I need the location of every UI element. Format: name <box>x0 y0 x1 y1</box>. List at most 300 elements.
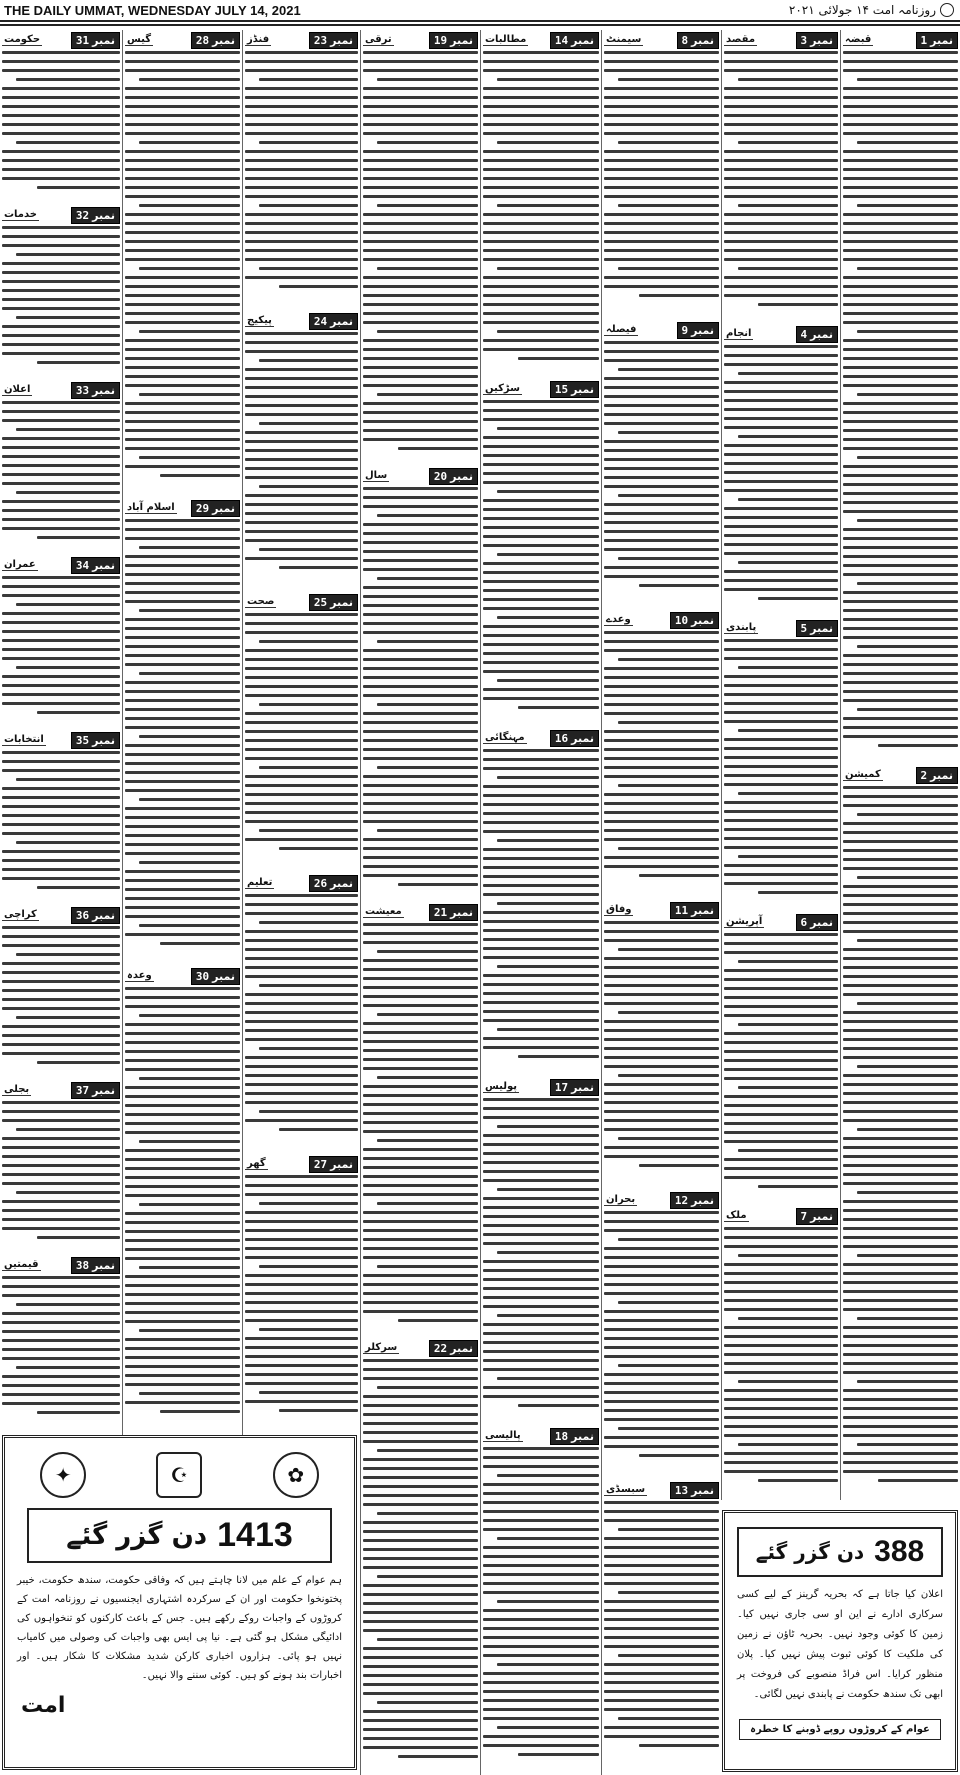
text-line <box>125 987 240 990</box>
text-line <box>16 1303 120 1306</box>
text-line <box>738 1317 838 1320</box>
text-line <box>724 222 838 225</box>
text-line <box>483 1386 599 1389</box>
item-body-text <box>245 613 358 850</box>
text-line <box>843 663 958 666</box>
news-column <box>242 30 360 1435</box>
text-line <box>843 510 958 513</box>
news-item <box>2 205 120 374</box>
text-line <box>363 523 478 526</box>
text-line <box>483 1215 599 1218</box>
text-line <box>245 1247 358 1250</box>
text-line <box>2 935 120 938</box>
text-line <box>604 350 719 353</box>
text-line <box>843 618 958 621</box>
text-line <box>724 168 838 171</box>
item-topic: بجلی <box>4 1084 30 1095</box>
text-line <box>245 613 358 616</box>
text-line <box>843 177 958 180</box>
text-line <box>2 1348 120 1351</box>
text-line <box>724 51 838 54</box>
text-line <box>604 249 719 252</box>
text-line <box>483 454 599 457</box>
text-line <box>125 123 240 126</box>
text-line <box>618 1137 719 1140</box>
text-line <box>483 195 599 198</box>
text-line <box>139 393 240 396</box>
item-topic: پولیس <box>485 1081 517 1092</box>
text-line <box>483 661 599 664</box>
text-line <box>843 420 958 423</box>
text-line <box>363 1256 478 1259</box>
text-line <box>245 404 358 407</box>
text-line <box>497 1377 599 1380</box>
news-item-header <box>604 612 719 628</box>
text-line <box>125 1383 240 1386</box>
text-line <box>125 1185 240 1188</box>
text-line <box>125 789 240 792</box>
text-line <box>125 1356 240 1359</box>
text-line <box>2 271 120 274</box>
item-body-text <box>724 639 838 894</box>
text-line <box>724 1104 838 1107</box>
text-line <box>363 249 478 252</box>
text-line <box>483 1447 599 1450</box>
text-line <box>604 404 719 407</box>
text-line <box>843 1389 958 1392</box>
text-line <box>843 1452 958 1455</box>
text-line <box>604 386 719 389</box>
item-body-text <box>2 1101 120 1239</box>
item-number-badge <box>71 907 120 924</box>
text-line <box>724 996 838 999</box>
text-line <box>604 1627 719 1630</box>
text-line <box>125 168 240 171</box>
item-number: 37 <box>75 1083 90 1097</box>
text-line <box>377 640 478 643</box>
text-line <box>483 803 599 806</box>
text-line <box>604 1373 719 1376</box>
text-line <box>245 1056 358 1059</box>
item-number-word: نمبر <box>92 733 115 747</box>
text-line <box>604 449 719 452</box>
item-number-word: نمبر <box>330 314 353 328</box>
text-line <box>843 240 958 243</box>
item-body-text <box>483 51 599 360</box>
text-line <box>843 894 958 897</box>
text-line <box>724 684 838 687</box>
text-line <box>125 294 240 297</box>
item-body-text <box>363 923 478 1322</box>
text-line <box>483 418 599 421</box>
item-topic: کمیشن <box>845 769 881 780</box>
text-line <box>483 339 599 342</box>
text-line <box>245 676 358 679</box>
text-line <box>618 1427 719 1430</box>
text-line <box>604 1409 719 1412</box>
text-line <box>639 294 720 297</box>
text-line <box>125 69 240 72</box>
item-number-badge <box>309 594 358 611</box>
news-item-header <box>2 382 120 398</box>
text-line <box>483 60 599 63</box>
text-line <box>604 685 719 688</box>
text-line <box>139 546 240 549</box>
text-line <box>2 262 120 265</box>
text-line <box>245 168 358 171</box>
text-line <box>604 676 719 679</box>
item-number-word: نمبر <box>930 33 953 47</box>
item-number-word: نمبر <box>691 323 714 337</box>
text-line <box>604 1229 719 1232</box>
text-line <box>497 616 599 619</box>
item-number: 14 <box>554 33 569 47</box>
text-line <box>738 372 838 375</box>
text-line <box>843 726 958 729</box>
text-line <box>843 966 958 969</box>
news-item <box>363 1338 478 1768</box>
text-line <box>857 519 958 522</box>
text-line <box>279 1409 358 1412</box>
news-item-header <box>724 914 838 930</box>
text-line <box>604 1101 719 1104</box>
text-line <box>363 168 478 171</box>
item-body-text <box>724 1227 838 1482</box>
text-line <box>724 177 838 180</box>
text-line <box>843 1362 958 1365</box>
text-line <box>259 141 358 144</box>
text-line <box>363 802 478 805</box>
item-number-word: نمبر <box>691 613 714 627</box>
text-line <box>245 159 358 162</box>
text-line <box>483 51 599 54</box>
text-line <box>738 666 838 669</box>
text-line <box>724 60 838 63</box>
news-item <box>843 765 958 1494</box>
item-topic: پالیسی <box>485 1430 521 1441</box>
text-line <box>724 1308 838 1311</box>
text-line <box>2 1330 120 1333</box>
text-line <box>639 1454 720 1457</box>
text-line <box>604 694 719 697</box>
text-line <box>245 1301 358 1304</box>
text-line <box>245 123 358 126</box>
text-line <box>160 1410 241 1413</box>
text-line <box>125 465 240 468</box>
pakistan-emblem-icon: ☪ <box>156 1452 202 1498</box>
text-line <box>724 873 838 876</box>
text-line <box>483 508 599 511</box>
text-line <box>843 69 958 72</box>
text-line <box>604 1636 719 1639</box>
text-line <box>604 1220 719 1223</box>
text-line <box>483 1672 599 1675</box>
text-line <box>843 303 958 306</box>
text-line <box>245 667 358 670</box>
news-item <box>245 311 358 586</box>
text-line <box>483 445 599 448</box>
text-line <box>139 1077 240 1080</box>
news-item <box>363 466 478 896</box>
text-line <box>724 1353 838 1356</box>
text-line <box>2 244 120 247</box>
text-line <box>604 1092 719 1095</box>
text-line <box>2 944 120 947</box>
text-line <box>245 1038 358 1041</box>
news-item-header <box>483 730 599 746</box>
text-line <box>363 712 478 715</box>
text-line <box>724 132 838 135</box>
text-line <box>363 1157 478 1160</box>
text-line <box>483 571 599 574</box>
ad2-day-count: 388 <box>874 1535 925 1568</box>
text-line <box>2 980 120 983</box>
text-line <box>843 465 958 468</box>
text-line <box>618 658 719 661</box>
item-number-word: نمبر <box>92 558 115 572</box>
item-number: 8 <box>681 33 689 47</box>
text-line <box>483 1143 599 1146</box>
text-line <box>618 1591 719 1594</box>
item-body-text <box>604 51 719 297</box>
text-line <box>604 631 719 634</box>
text-line <box>483 1296 599 1299</box>
text-line <box>604 820 719 823</box>
item-number-badge <box>796 914 838 931</box>
text-line <box>483 580 599 583</box>
text-line <box>245 1238 358 1241</box>
ad-388-days <box>722 1510 958 1772</box>
text-line <box>724 1167 838 1170</box>
text-line <box>843 1110 958 1113</box>
text-line <box>604 1645 719 1648</box>
news-item-header <box>724 620 838 636</box>
text-line <box>738 1149 838 1152</box>
text-line <box>2 1110 120 1113</box>
text-line <box>604 69 719 72</box>
text-line <box>604 829 719 832</box>
text-line <box>125 339 240 342</box>
text-line <box>2 509 120 512</box>
text-line <box>843 1047 958 1050</box>
text-line <box>843 1281 958 1284</box>
item-number-word: نمبر <box>92 33 115 47</box>
text-line <box>245 802 358 805</box>
item-number-word: نمبر <box>691 903 714 917</box>
item-topic: گھر <box>247 1158 266 1169</box>
text-line <box>724 525 838 528</box>
text-line <box>139 1140 240 1143</box>
item-number-word: نمبر <box>810 1209 833 1223</box>
text-line <box>363 559 478 562</box>
text-line <box>363 505 478 508</box>
text-line <box>363 658 478 661</box>
text-line <box>125 915 240 918</box>
text-line <box>259 485 358 488</box>
text-line <box>843 735 958 738</box>
text-line <box>497 1600 599 1603</box>
text-line <box>843 993 958 996</box>
text-line <box>518 1404 599 1407</box>
text-line <box>843 1038 958 1041</box>
text-line <box>604 1029 719 1032</box>
text-line <box>125 1167 240 1170</box>
text-line <box>604 150 719 153</box>
text-line <box>37 1411 120 1414</box>
text-line <box>125 1131 240 1134</box>
item-topic: سال <box>365 470 388 481</box>
text-line <box>245 1211 358 1214</box>
text-line <box>497 1028 599 1031</box>
text-line <box>245 1355 358 1358</box>
text-line <box>2 1101 120 1104</box>
masthead-urdu-text: روزنامہ امت ۱۴ جولائی ۲۰۲۱ <box>788 3 936 17</box>
text-line <box>377 204 478 207</box>
text-line <box>125 870 240 873</box>
text-line <box>2 823 120 826</box>
text-line <box>377 1386 478 1389</box>
news-item-header <box>483 1428 599 1444</box>
text-line <box>125 1095 240 1098</box>
text-line <box>843 375 958 378</box>
text-line <box>2 96 120 99</box>
text-line <box>724 1176 838 1179</box>
text-line <box>724 1014 838 1017</box>
text-line <box>843 1011 958 1014</box>
text-line <box>843 609 958 612</box>
text-line <box>604 1283 719 1286</box>
text-line <box>37 711 120 714</box>
text-line <box>843 1164 958 1167</box>
text-line <box>2 693 120 696</box>
text-line <box>857 1254 958 1257</box>
text-line <box>843 276 958 279</box>
text-line <box>843 1263 958 1266</box>
text-line <box>125 771 240 774</box>
text-line <box>125 600 240 603</box>
text-line <box>604 1292 719 1295</box>
item-topic: کراچی <box>4 909 37 920</box>
text-line <box>245 60 358 63</box>
text-line <box>363 995 478 998</box>
item-number: 1 <box>920 33 928 47</box>
text-line <box>483 625 599 628</box>
text-line <box>363 1067 478 1070</box>
text-line <box>363 613 478 616</box>
text-line <box>483 463 599 466</box>
text-line <box>724 114 838 117</box>
text-line <box>125 213 240 216</box>
text-line <box>279 1128 358 1131</box>
ad-1413-days <box>2 1435 357 1770</box>
text-line <box>604 640 719 643</box>
text-line <box>843 1425 958 1428</box>
text-line <box>604 413 719 416</box>
text-line <box>483 929 599 932</box>
text-line <box>758 303 838 306</box>
item-number: 24 <box>313 314 328 328</box>
text-line <box>125 681 240 684</box>
item-number: 3 <box>800 33 808 47</box>
text-line <box>125 762 240 765</box>
text-line <box>604 730 719 733</box>
text-line <box>483 589 599 592</box>
text-line <box>245 413 358 416</box>
ad2-foot: عوام کے کروڑوں روپے ڈوبنے کا خطرہ <box>739 1719 941 1740</box>
text-line <box>604 975 719 978</box>
news-item <box>2 1255 120 1424</box>
text-line <box>604 548 719 551</box>
text-line <box>125 249 240 252</box>
text-line <box>377 141 478 144</box>
text-line <box>125 1374 240 1377</box>
news-item-header <box>843 767 958 783</box>
text-line <box>125 816 240 819</box>
text-line <box>125 618 240 621</box>
text-line <box>724 1407 838 1410</box>
text-line <box>259 766 358 769</box>
text-line <box>2 675 120 678</box>
text-line <box>139 456 240 459</box>
text-line <box>245 1346 358 1349</box>
text-line <box>363 532 478 535</box>
text-line <box>738 1023 838 1026</box>
text-line <box>843 366 958 369</box>
text-line <box>2 482 120 485</box>
text-line <box>483 535 599 538</box>
item-number: 29 <box>195 501 210 515</box>
text-line <box>363 357 478 360</box>
text-line <box>724 1344 838 1347</box>
item-body-text <box>125 519 240 945</box>
text-line <box>2 621 120 624</box>
text-line <box>843 96 958 99</box>
text-line <box>363 856 478 859</box>
item-number: 15 <box>554 382 569 396</box>
item-number: 28 <box>195 33 210 47</box>
text-line <box>857 939 958 942</box>
text-line <box>724 1113 838 1116</box>
text-line <box>125 843 240 846</box>
text-line <box>843 123 958 126</box>
text-line <box>724 1245 838 1248</box>
text-line <box>497 902 599 905</box>
news-item <box>604 900 719 1184</box>
text-line <box>724 1290 838 1293</box>
text-line <box>604 1382 719 1385</box>
item-topic: وعدے <box>606 614 631 625</box>
item-number-word: نمبر <box>450 469 473 483</box>
text-line <box>363 1692 478 1695</box>
text-line <box>363 1530 478 1533</box>
item-body-text <box>604 631 719 877</box>
text-line <box>843 1092 958 1095</box>
text-line <box>618 494 719 497</box>
text-line <box>604 1256 719 1259</box>
news-item-header <box>363 468 478 484</box>
text-line <box>245 903 358 906</box>
item-number-badge <box>309 313 358 330</box>
text-line <box>497 553 599 556</box>
text-line <box>139 330 240 333</box>
text-line <box>2 307 120 310</box>
text-line <box>843 822 958 825</box>
text-line <box>2 446 120 449</box>
text-line <box>604 802 719 805</box>
text-line <box>843 258 958 261</box>
text-line <box>363 1211 478 1214</box>
text-line <box>724 1095 838 1098</box>
